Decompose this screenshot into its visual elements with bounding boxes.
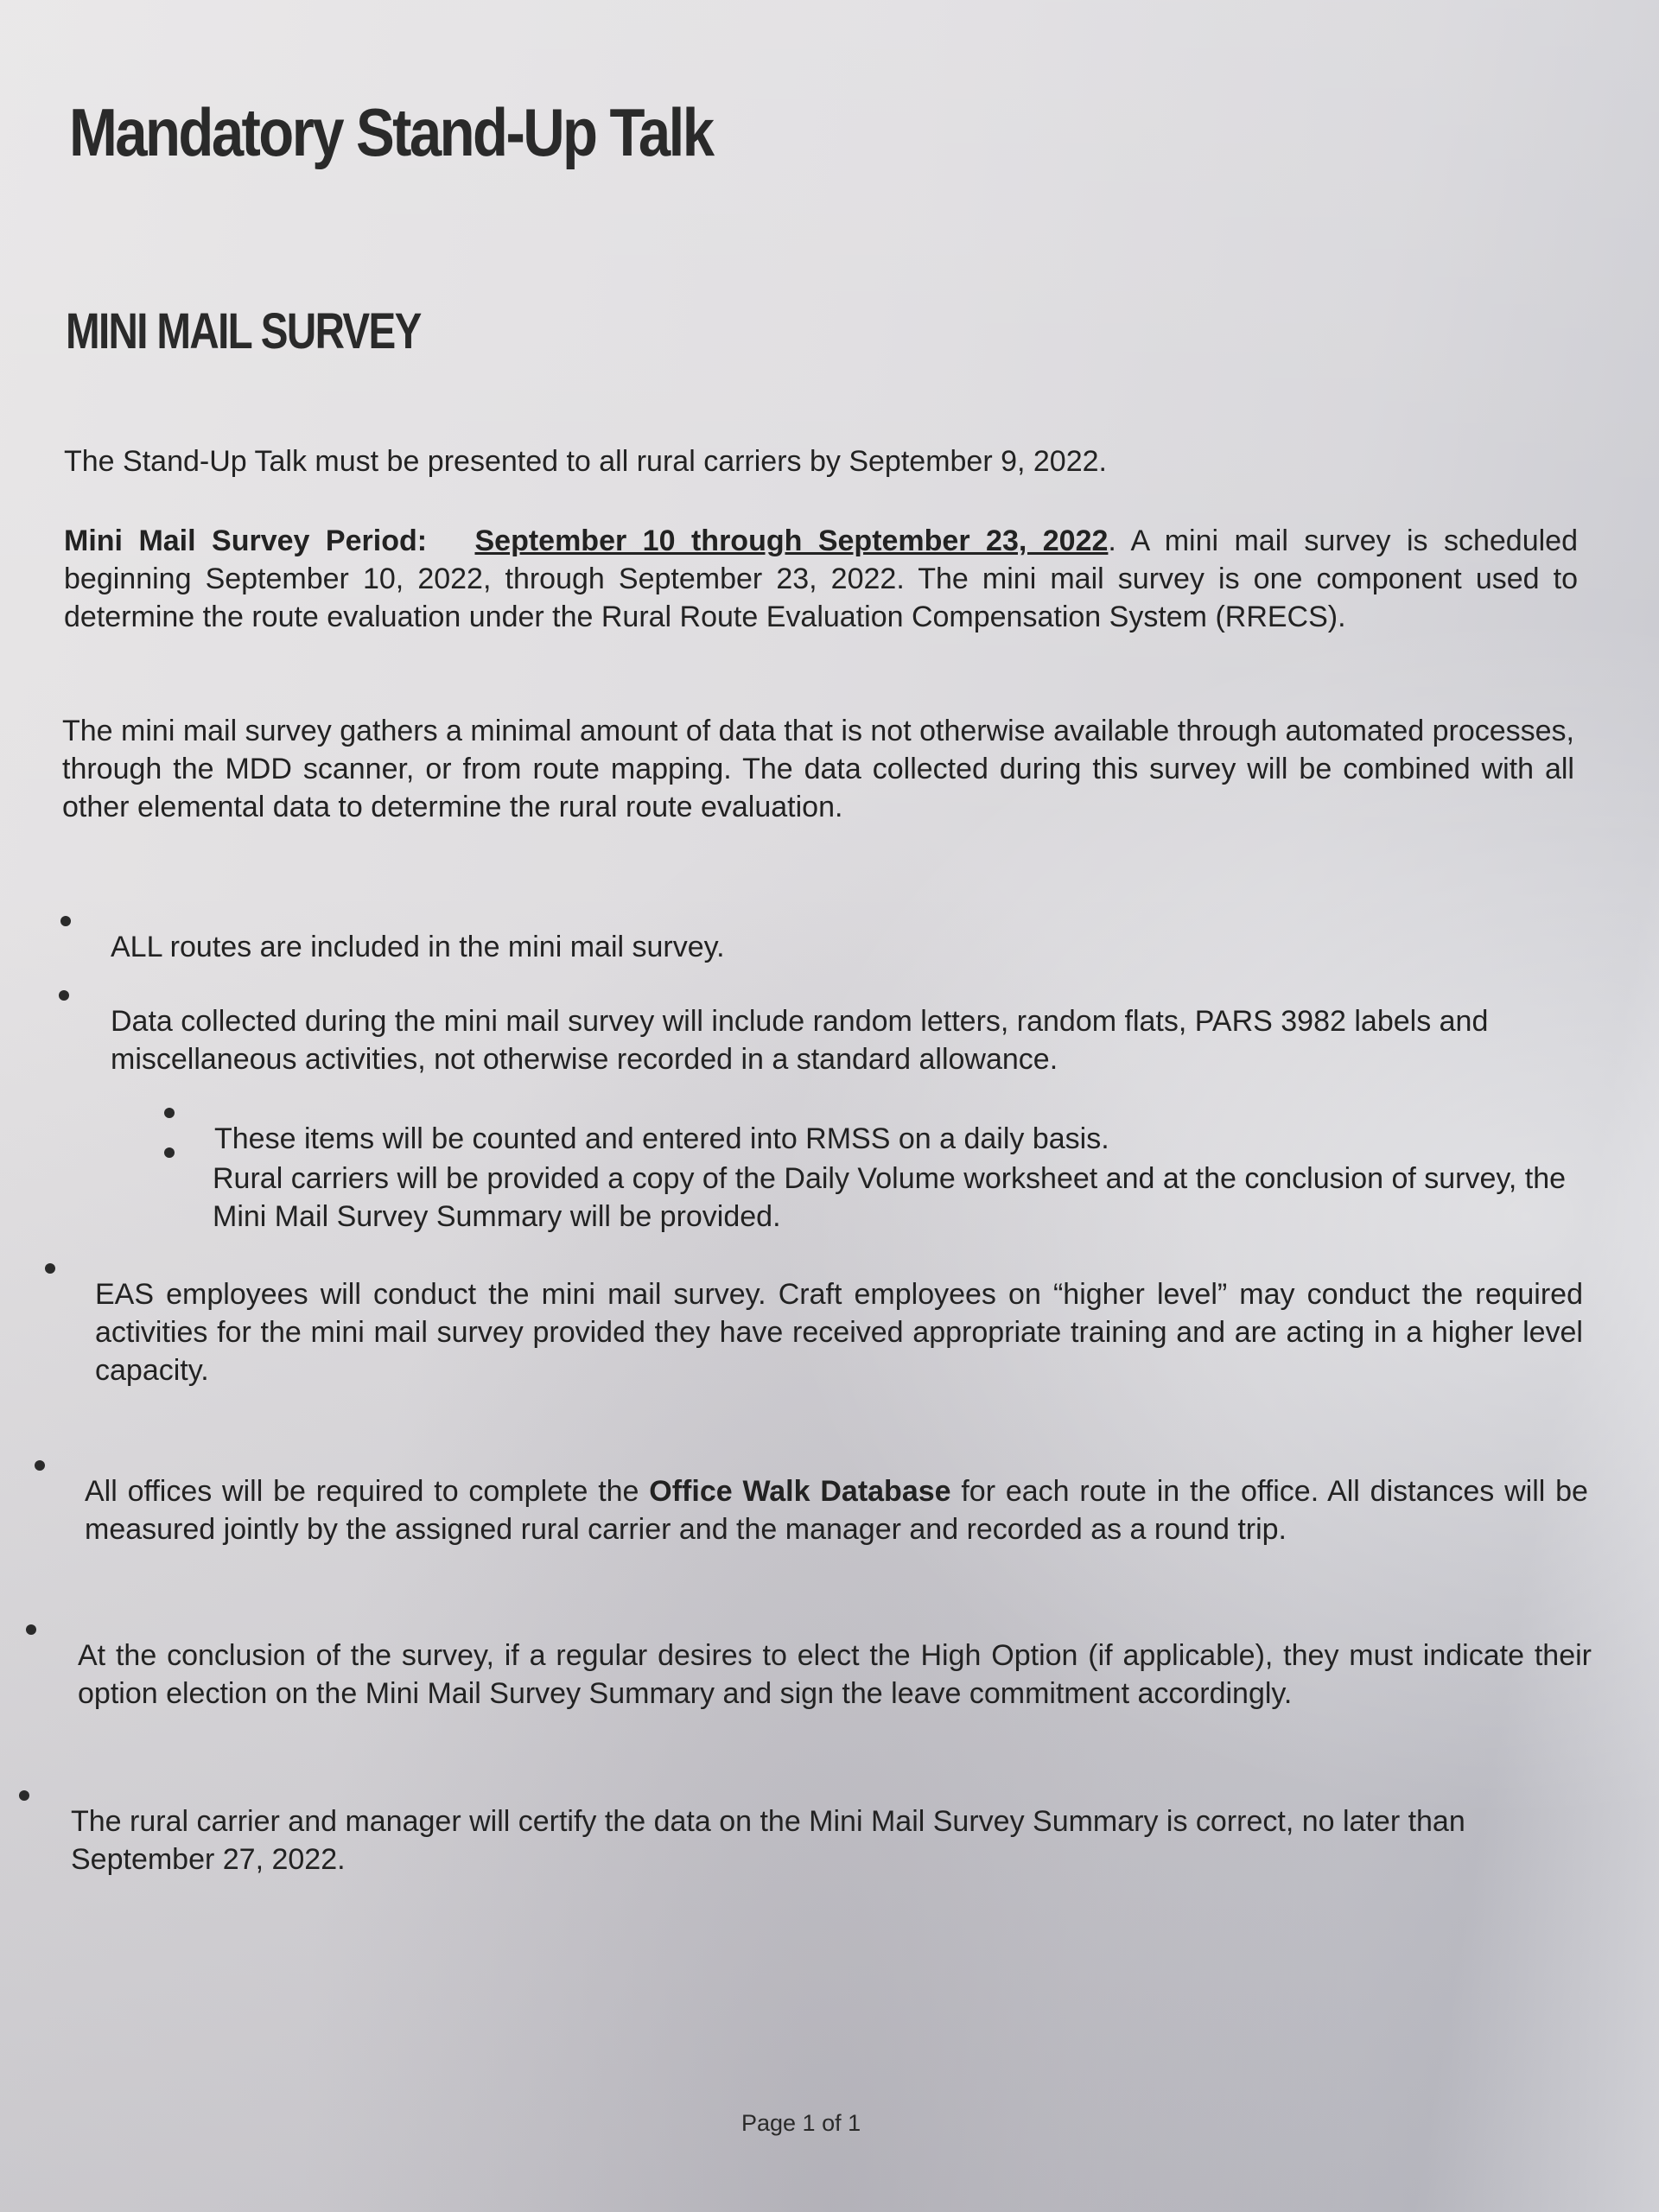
office-walk-database: Office Walk Database <box>649 1475 951 1508</box>
bullet-all-routes: ALL routes are included in the mini mail survey. <box>111 931 725 963</box>
bullet-office-walk <box>85 1472 1588 1548</box>
section-heading: MINI MAIL SURVEY <box>66 303 421 359</box>
bullet-dot <box>35 1460 45 1471</box>
bullet-high-option: At the conclusion of the survey, if a regular desires to elect the High Option (if applicable), they must indicate their option election on the Mini Mail Survey Summary and sign the leave commitment accordingly. <box>78 1639 1592 1710</box>
survey-period-text: . A mini mail survey is scheduled beginning September 10, 2022, through September 23, 2022. The mini mail survey is one component used to determine the route evaluation under the Rural Route Evaluation Compensation System (RRECS). <box>64 524 1579 633</box>
sub-bullet-dot <box>164 1108 175 1118</box>
bullet-eas-employees: EAS employees will conduct the mini mail survey. Craft employees on “higher level” may conduct the required activities for the mini mail survey provided they have received appropriate training and are acting in a higher level capacity. <box>95 1278 1583 1387</box>
document-title: Mandatory Stand-Up Talk <box>69 94 713 170</box>
bullet-dot <box>60 916 71 926</box>
page-number: Page 1 of 1 <box>741 2110 861 2136</box>
bullet-certify: The rural carrier and manager will certify the data on the Mini Mail Survey Summary is correct, no later than September 27, 2022. <box>71 1805 1465 1876</box>
data-gathering-paragraph: The mini mail survey gathers a minimal amount of data that is not otherwise available through automated processes, through the MDD scanner, or from route mapping. The data collected during this survey will be combined with all other elemental data to determine the rural route evaluation. <box>62 715 1575 823</box>
intro-paragraph: The Stand-Up Talk must be presented to all rural carriers by September 9, 2022. <box>64 445 1107 478</box>
sub-bullet-counted: These items will be counted and entered into RMSS on a daily basis. <box>214 1122 1109 1155</box>
bullet-dot <box>59 990 69 1001</box>
office-walk-text-before: All offices will be required to complete the <box>85 1475 650 1508</box>
survey-period-paragraph <box>64 522 1578 636</box>
sub-bullet-dot <box>164 1147 175 1158</box>
bullet-dot <box>45 1263 55 1274</box>
survey-period-dates: September 10 through September 23, 2022 <box>474 524 1109 557</box>
bullet-dot <box>19 1790 29 1801</box>
sub-bullet-worksheet: Rural carriers will be provided a copy of the Daily Volume worksheet and at the conclusion of survey, the Mini Mail Survey Summary will be provided. <box>213 1162 1567 1233</box>
office-walk-text-after: for each route in the office. All distances will be measured jointly by the assigned rural carrier and the manager and recorded as a round trip. <box>85 1475 1588 1546</box>
bullet-data-collected: Data collected during the mini mail survey will include random letters, random flats, PARS 3982 labels and miscellaneous activities, not otherwise recorded in a standard allowance. <box>111 1005 1489 1076</box>
survey-period-label: Mini Mail Survey Period: <box>64 524 428 557</box>
bullet-dot <box>26 1624 36 1635</box>
